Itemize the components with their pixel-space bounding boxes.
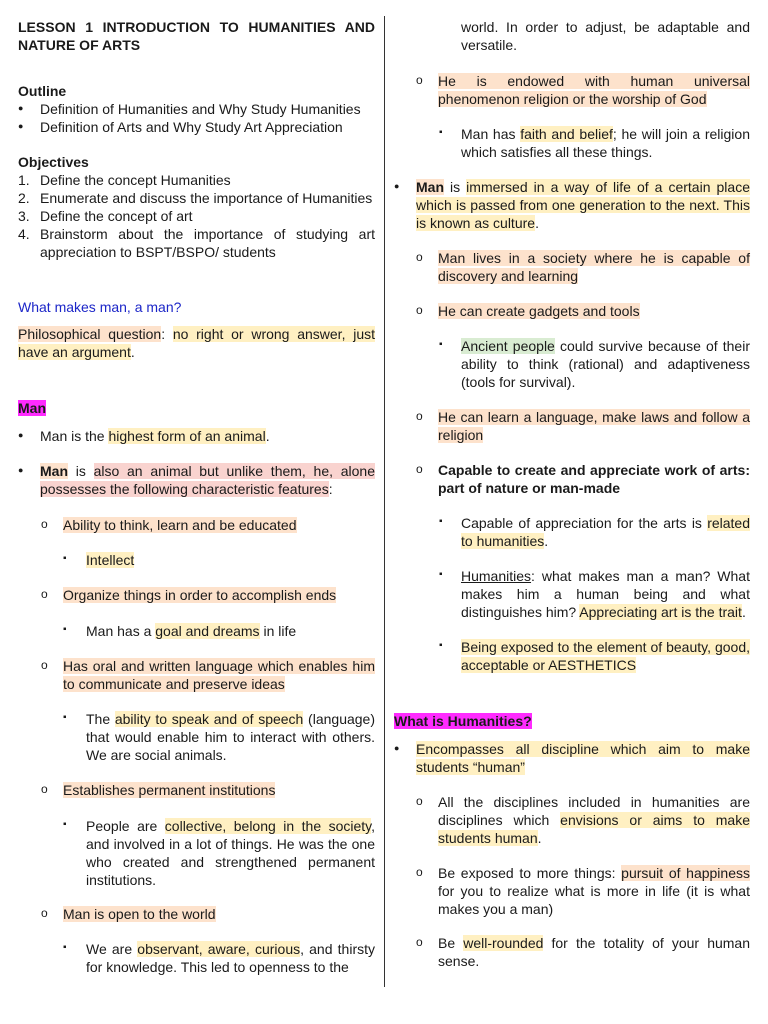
- humanities-heading: What is Humanities?: [394, 713, 532, 729]
- lesson-title: LESSON 1 INTRODUCTION TO HUMANITIES AND NATURE OF ARTS: [18, 19, 375, 53]
- list-item: Man has a goal and dreams in life: [86, 623, 297, 639]
- list-item: Man lives in a society where he is capable of discovery and learning: [438, 250, 750, 284]
- list-item: Being exposed to the element of beauty, good, acceptable or AESTHETICS: [461, 639, 750, 673]
- list-item: Man has faith and belief; he will join a religion which satisfies all these things.: [461, 126, 750, 160]
- list-item: Capable of appreciation for the arts is related to humanities.: [461, 515, 750, 549]
- list-item: Organize things in order to accomplish ends: [63, 587, 337, 603]
- outline-item: Definition of Humanities and Why Study Humanities: [40, 101, 361, 117]
- objective-item: 4. Brainstorm about the importance of studying art appreciation to BSPT/BSPO/ students: [18, 226, 375, 260]
- objective-item: 2. Enumerate and discuss the importance of Humanities: [18, 190, 373, 206]
- column-divider: [384, 16, 385, 987]
- list-item: People are collective, belong in the society, and involved in a lot of things. He was the one who created and strengthened permanent institutions.: [86, 818, 376, 888]
- list-item-continued: world. In order to adjust, be adaptable and versatile.: [461, 19, 750, 53]
- list-item: Intellect: [86, 552, 135, 568]
- philosophical-note: Philosophical question: no right or wrong answer, just have an argument.: [18, 326, 375, 360]
- list-item: Man is the highest form of an animal.: [40, 428, 270, 444]
- list-item: Ancient people could survive because of their ability to think (rational) and adaptiveness (tools for survival).: [461, 338, 750, 390]
- outline-heading: Outline: [18, 83, 67, 99]
- list-item: Be well-rounded for the totality of your human sense.: [438, 935, 750, 969]
- list-item: Humanities: what makes man a man? What makes him a human being and what distinguishes him? Appreciating art is the trait.: [461, 568, 750, 620]
- section-question: What makes man, a man?: [18, 299, 182, 315]
- list-item: Establishes permanent institutions: [63, 782, 276, 798]
- list-item: We are observant, aware, curious, and thirsty for knowledge. This led to openness to the: [86, 941, 375, 975]
- list-item: He is endowed with human universal phenomenon religion or the worship of God: [438, 73, 750, 107]
- list-item: Man is immersed in a way of life of a certain place which is passed from one generation to the next. This is known as culture.: [416, 179, 750, 231]
- list-item: He can learn a language, make laws and follow a religion: [438, 409, 750, 443]
- man-heading: Man: [18, 400, 46, 416]
- outline-item: Definition of Arts and Why Study Art Appreciation: [40, 119, 343, 135]
- list-item: Encompasses all discipline which aim to make students “human”: [416, 741, 750, 775]
- list-item: Ability to think, learn and be educated: [63, 517, 297, 533]
- list-item: Man is open to the world: [63, 906, 216, 922]
- objective-item: 1. Define the concept Humanities: [18, 172, 231, 188]
- objectives-heading: Objectives: [18, 154, 89, 170]
- list-item: He can create gadgets and tools: [438, 303, 640, 319]
- list-item: The ability to speak and of speech (language) that would enable him to interact with others. We are social animals.: [86, 711, 375, 763]
- objective-item: 3. Define the concept of art: [18, 208, 193, 224]
- list-item: Has oral and written language which enables him to communicate and preserve ideas: [63, 658, 375, 692]
- list-item: All the disciplines included in humanities are disciplines which envisions or aims to make students human.: [438, 794, 750, 846]
- list-item: Be exposed to more things: pursuit of happiness for you to realize what is more in life (it is what makes you a man): [438, 865, 750, 917]
- list-item: Capable to create and appreciate work of arts: part of nature or man-made: [438, 462, 750, 496]
- list-item: Man is also an animal but unlike them, he, alone possesses the following characteristic features:: [40, 463, 376, 497]
